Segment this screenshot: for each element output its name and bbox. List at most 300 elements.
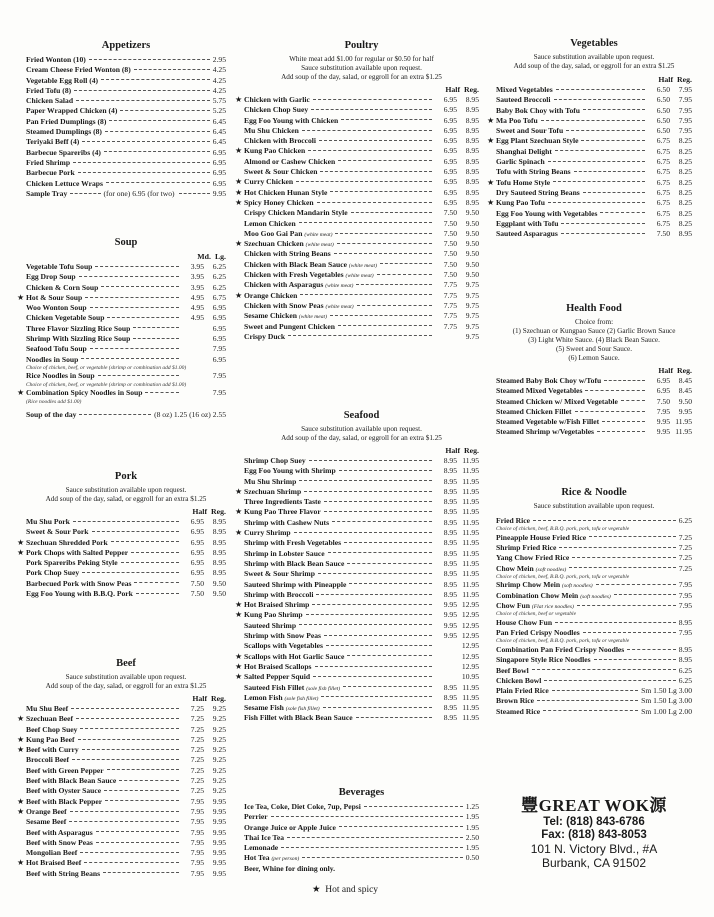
beverages-section xyxy=(244,787,479,874)
menu-item xyxy=(26,817,226,827)
item-description: Choice of chicken, beef, B.B.Q. pork, pork, tofu or vegetable xyxy=(496,526,630,533)
price: 6.45 xyxy=(212,127,226,137)
restaurant-address-2: Burbank, CA 91502 xyxy=(541,856,647,870)
star-icon: ★ xyxy=(17,714,25,724)
leader-dots xyxy=(341,119,432,120)
item-name-text: Chicken with Black Bean Sauce xyxy=(244,259,347,269)
item-name xyxy=(496,601,574,612)
seafood-list xyxy=(235,456,479,724)
item-name-text: Garlic Spinach xyxy=(496,157,545,167)
leader-dots xyxy=(103,872,179,873)
item-name xyxy=(26,527,89,537)
star-icon: ★ xyxy=(312,885,321,895)
leader-dots xyxy=(105,800,179,801)
rice-noodle-section xyxy=(496,487,692,717)
price-half: 8.95 xyxy=(443,517,457,527)
item-name-text: Combination Spicy Noodles in Soup xyxy=(26,388,143,398)
leader-dots xyxy=(96,842,179,843)
price-reg: 12.95 xyxy=(461,641,479,651)
item-name xyxy=(496,188,580,198)
item-name-text: Sauteed Fish Fillet xyxy=(244,682,305,692)
item-name-text: Paper Wrapped Chicken (4) xyxy=(26,106,118,116)
item-name-text: Orange Chicken xyxy=(244,290,298,300)
menu-item xyxy=(487,177,692,188)
menu-item xyxy=(496,147,692,157)
item-name xyxy=(244,322,335,332)
item-name-text: Rice Noodles in Soup xyxy=(26,371,95,381)
item-name-text: Sesame Beef xyxy=(26,817,67,827)
item-name xyxy=(26,189,67,199)
item-name xyxy=(26,755,69,765)
item-name-text: Lemonade xyxy=(244,843,279,853)
poultry-title: Poultry xyxy=(344,40,379,51)
item-name-text: Beef Chop Suey xyxy=(26,724,78,734)
price-half: 9.95 xyxy=(656,417,670,427)
item-name xyxy=(496,707,540,717)
price-reg: 8.25 xyxy=(678,157,692,167)
item-name xyxy=(244,219,296,229)
menu-item xyxy=(235,507,479,517)
leader-dots xyxy=(364,806,463,807)
menu-item xyxy=(26,848,226,858)
leader-dots xyxy=(583,109,645,110)
leader-dots xyxy=(627,649,675,650)
leader-dots xyxy=(338,160,432,161)
menu-item xyxy=(26,168,226,178)
menu-item xyxy=(244,260,479,270)
price-half: 6.95 xyxy=(443,115,457,125)
item-name-text: Three Flavor Sizzling Rice Soup xyxy=(26,323,131,333)
leader-dots xyxy=(80,728,179,729)
rice-list xyxy=(496,516,692,717)
beverages-title: Beverages xyxy=(338,787,385,798)
item-name xyxy=(244,105,308,115)
item-name xyxy=(244,600,309,610)
leader-dots xyxy=(337,243,432,244)
price-half: 7.75 xyxy=(443,280,457,290)
item-note: (sole fish fillet) xyxy=(284,695,319,702)
item-name-text: Perrier xyxy=(244,812,268,822)
price-reg: 9.25 xyxy=(212,714,226,724)
star-icon: ★ xyxy=(17,806,25,816)
menu-item xyxy=(496,126,692,136)
vegetables-note-2: Add soup of the day, salad, or eggroll for an extra $1.25 xyxy=(513,62,675,70)
menu-item xyxy=(496,553,692,563)
menu-item xyxy=(496,591,692,601)
menu-item xyxy=(496,516,692,526)
price-half: 6.75 xyxy=(656,187,670,197)
price-reg: 8.95 xyxy=(465,115,479,125)
menu-item xyxy=(244,157,479,167)
menu-item xyxy=(26,355,226,365)
price-reg: 12.95 xyxy=(461,620,479,630)
price-half: 6.95 xyxy=(443,136,457,146)
item-name-text: Plain Fried Rice xyxy=(496,686,549,696)
beef-column-headers xyxy=(26,694,226,704)
price-reg: 12.95 xyxy=(461,600,479,610)
item-name xyxy=(26,313,104,323)
leader-dots xyxy=(585,390,645,391)
item-name-text: Lemon Fish xyxy=(244,692,283,702)
menu-item xyxy=(496,376,692,386)
item-name-text: Egg Foo Young with Vegetables xyxy=(496,208,598,218)
item-name xyxy=(496,553,569,563)
price: 9.95 xyxy=(212,188,227,198)
menu-item xyxy=(26,189,226,199)
item-name-text: Steamed Vegetable w/Fish Fillet xyxy=(496,417,600,427)
price: Sm 1.00 Lg 2.00 xyxy=(641,706,692,716)
item-name-text: Pork Spareribs Peking Style xyxy=(26,558,118,568)
price-reg: 9.25 xyxy=(212,776,226,786)
leader-dots xyxy=(594,659,676,660)
pork-section xyxy=(17,471,226,599)
item-name-text: Sesame Fish xyxy=(244,703,284,713)
leader-dots xyxy=(561,233,645,234)
price-half: 8.95 xyxy=(443,589,457,599)
price-half: 7.95 xyxy=(190,848,204,858)
leader-dots xyxy=(84,862,179,863)
star-icon: ★ xyxy=(17,547,25,557)
leader-dots xyxy=(339,826,463,827)
leader-dots xyxy=(317,202,432,203)
menu-item xyxy=(244,270,479,280)
leader-dots xyxy=(70,811,179,812)
item-name xyxy=(244,157,335,167)
item-name-text: Salted Pepper Squid xyxy=(244,672,311,682)
leader-dots xyxy=(572,557,676,558)
leader-dots xyxy=(347,563,432,564)
item-name-text: Shrimp with Fresh Vegetables xyxy=(244,538,342,548)
beverages-list xyxy=(244,802,479,864)
seafood-column-headers xyxy=(244,446,479,456)
item-name xyxy=(26,344,87,354)
leader-dots xyxy=(544,680,675,681)
price-reg: 11.95 xyxy=(462,476,479,486)
item-note: (white meat) xyxy=(325,283,354,290)
leader-dots xyxy=(555,150,645,151)
item-name-text: Chicken Lettuce Wraps xyxy=(26,178,103,188)
item-name-text: Chicken Salad xyxy=(26,96,74,106)
price-reg: 10.95 xyxy=(461,672,479,682)
item-name-text: Brown Rice xyxy=(496,696,535,706)
menu-item xyxy=(244,853,479,863)
item-note: (soft noodles) xyxy=(535,566,567,573)
price-reg: 6.95 xyxy=(212,354,226,364)
item-name xyxy=(26,179,103,189)
leader-dots xyxy=(541,120,645,121)
menu-item xyxy=(496,580,692,590)
price-reg: 9.75 xyxy=(465,311,479,321)
item-name xyxy=(26,371,95,381)
restaurant-logo: 豐GREAT WOK源 xyxy=(521,796,667,815)
item-name xyxy=(244,487,301,497)
price-half: 6.95 xyxy=(190,547,204,557)
item-name-text: Pan Fried Crispy Noodles xyxy=(496,628,580,638)
leader-dots xyxy=(133,327,179,328)
menu-item xyxy=(26,334,226,344)
price-reg: 8.95 xyxy=(212,568,226,578)
item-name xyxy=(26,324,130,334)
price-reg: 8.25 xyxy=(678,177,692,187)
price-reg: 9.95 xyxy=(212,858,226,868)
menu-item xyxy=(496,628,692,638)
soup-section xyxy=(17,237,226,420)
item-name xyxy=(26,797,102,807)
menu-item xyxy=(26,106,226,116)
poultry-note-3: Add soup of the day, salad, or eggroll for an extra $1.25 xyxy=(281,73,442,81)
leader-dots xyxy=(604,380,645,381)
item-name xyxy=(244,549,325,559)
item-name-text: Szechuan Shrimp xyxy=(244,486,302,496)
item-name-text: Orange Beef xyxy=(26,806,67,816)
item-note: (soft noodles) xyxy=(562,583,593,590)
item-name-text: Kung Pao Beef xyxy=(26,734,75,744)
leader-dots xyxy=(602,421,645,422)
menu-item xyxy=(17,292,226,303)
item-name-text: Mu Shu Beef xyxy=(26,704,69,713)
item-name xyxy=(244,843,278,853)
price-half: 8.95 xyxy=(443,486,457,496)
leader-dots xyxy=(332,521,432,522)
menu-item xyxy=(235,239,479,249)
item-note: (soft noodles) xyxy=(580,593,611,600)
price-half: 7.25 xyxy=(190,724,204,734)
beef-section xyxy=(17,658,226,879)
price-half: 9.95 xyxy=(443,631,457,641)
price-reg: 9.50 xyxy=(212,578,226,588)
item-name-text: Pork Chops with Salted Pepper xyxy=(26,547,129,557)
price-half: 6.95 xyxy=(443,146,457,156)
item-name xyxy=(496,676,541,686)
leader-dots xyxy=(96,831,179,832)
item-name-text: Sweet and Pungent Chicken xyxy=(244,321,335,331)
item-name xyxy=(26,303,87,313)
poultry-col-half: Half xyxy=(445,85,461,94)
item-name-text: Fried Rice xyxy=(496,516,530,525)
item-name xyxy=(496,533,586,543)
price-half: 8.95 xyxy=(443,538,457,548)
item-name-text: Woo Wonton Soup xyxy=(26,303,87,313)
price-half: 6.50 xyxy=(656,126,670,136)
item-name xyxy=(26,283,98,293)
item-name xyxy=(26,869,100,879)
price: 5.25 xyxy=(212,106,226,116)
item-name xyxy=(26,828,93,838)
leader-dots xyxy=(136,593,179,594)
item-name xyxy=(26,262,92,272)
seafood-title: Seafood xyxy=(343,410,380,421)
item-description: (Rice noodles add $1.00) xyxy=(26,398,82,405)
price: 1.95 xyxy=(465,822,479,832)
price-reg: 9.95 xyxy=(212,827,226,837)
item-name xyxy=(26,745,79,755)
leader-dots xyxy=(356,284,432,285)
item-name xyxy=(26,579,131,589)
price-reg: 8.95 xyxy=(465,197,479,207)
menu-item xyxy=(26,786,226,796)
menu-item xyxy=(244,683,479,693)
leader-dots xyxy=(300,294,432,295)
item-name xyxy=(496,696,534,706)
menu-item xyxy=(496,533,692,543)
menu-item xyxy=(496,696,692,706)
menu-item xyxy=(17,858,226,868)
price-half: 6.50 xyxy=(656,115,670,125)
price-reg: 9.75 xyxy=(465,290,479,300)
price: 4.25 xyxy=(212,85,226,95)
price-half: 8.95 xyxy=(443,713,457,723)
item-name xyxy=(26,589,133,599)
seafood-note-1: Sauce substitution available upon request. xyxy=(301,425,422,433)
menu-item xyxy=(26,828,226,838)
item-name-text: Beef with Black Pepper xyxy=(26,796,103,806)
price-half: 6.95 xyxy=(443,105,457,115)
item-name xyxy=(244,167,317,177)
item-name-text: Kung Pao Shrimp xyxy=(244,610,303,620)
price-reg: 8.95 xyxy=(465,177,479,187)
menu-item xyxy=(26,158,226,168)
price-half: 6.75 xyxy=(656,167,670,177)
menu-item xyxy=(487,136,692,146)
item-name xyxy=(244,569,315,579)
price-half: 7.25 xyxy=(190,734,204,744)
item-name-text: Egg Foo Young with B.B.Q. Pork xyxy=(26,589,133,599)
leader-dots xyxy=(380,263,432,264)
price: 7.95 xyxy=(678,628,692,638)
menu-item xyxy=(487,198,692,208)
restaurant-address-1: 101 N. Victory Blvd., #A xyxy=(530,842,658,856)
menu-item xyxy=(26,55,226,65)
price: 7.95 xyxy=(678,590,692,600)
star-icon: ★ xyxy=(17,796,25,806)
price-half: 6.95 xyxy=(190,558,204,568)
item-name-text: Egg Drop Soup xyxy=(26,272,76,282)
price: 7.25 xyxy=(678,563,692,573)
leader-dots xyxy=(554,99,646,100)
item-name-text: Sweet & Sour Chicken xyxy=(244,167,318,177)
beef-col-half: Half xyxy=(192,694,208,703)
price-half: 9.95 xyxy=(443,620,457,630)
item-note: (white meat) xyxy=(304,231,333,238)
menu-item xyxy=(17,714,226,724)
star-icon: ★ xyxy=(235,507,243,517)
leader-dots xyxy=(561,223,645,224)
price-half: 6.95 xyxy=(443,177,457,187)
menu-item xyxy=(26,766,226,776)
leader-dots xyxy=(101,79,210,80)
price-half: 9.95 xyxy=(656,427,670,437)
seafood-col-reg: Reg. xyxy=(464,446,479,455)
price-half: 4.95 xyxy=(190,303,204,313)
menu-item xyxy=(26,117,226,127)
leader-dots xyxy=(121,562,179,563)
beef-list xyxy=(17,704,226,879)
price-reg: 8.25 xyxy=(678,167,692,177)
item-name xyxy=(496,219,558,229)
item-extra: (for one) 6.95 (for two) xyxy=(103,188,175,198)
item-name-text: Egg Foo Young with Shrimp xyxy=(244,466,336,476)
item-name-text: Chicken Bowl xyxy=(496,675,542,685)
price-half: 8.95 xyxy=(443,692,457,702)
item-name-text: Seafood Tofu Soup xyxy=(26,344,87,354)
price-reg: 6.25 xyxy=(212,282,226,292)
price-half: 7.95 xyxy=(190,806,204,816)
menu-item xyxy=(496,686,692,696)
leader-dots xyxy=(343,686,432,687)
item-name-text: Teriyaki Beff (4) xyxy=(26,137,80,147)
item-name xyxy=(244,456,306,466)
poultry-section xyxy=(235,40,479,342)
vegetables-list xyxy=(487,85,692,239)
price-reg: 11.95 xyxy=(462,466,479,476)
item-name-text: Yang Chow Fried Rice xyxy=(496,553,570,563)
price: 7.95 xyxy=(678,601,692,611)
leader-dots xyxy=(324,501,432,502)
spicy-legend xyxy=(312,884,378,895)
price-half: 6.75 xyxy=(656,208,670,218)
price-half: 6.75 xyxy=(656,136,670,146)
leader-dots xyxy=(555,622,676,623)
price-half: 7.50 xyxy=(443,270,457,280)
price-half: 6.50 xyxy=(656,105,670,115)
menu-item xyxy=(244,301,479,311)
leader-dots xyxy=(312,604,432,605)
item-name-text: Combination Chow Mein xyxy=(496,590,579,600)
leader-dots xyxy=(577,605,676,606)
item-name-text: Lemon Chicken xyxy=(244,218,296,228)
price-half: 7.95 xyxy=(190,796,204,806)
leader-dots xyxy=(287,837,463,838)
item-name-text: Fish Fillet with Black Bean Sauce xyxy=(244,713,353,723)
menu-item xyxy=(244,641,479,651)
item-name-text: Kung Pao Three Flavor xyxy=(244,507,321,517)
menu-item xyxy=(17,796,226,807)
menu-item xyxy=(26,148,226,158)
appetizers-section xyxy=(26,40,226,199)
leader-dots xyxy=(574,171,645,172)
price-half: 6.50 xyxy=(656,85,670,94)
leader-dots xyxy=(614,594,676,595)
item-name-text: Scallops with Vegetables xyxy=(244,641,323,651)
price-half: 7.50 xyxy=(656,229,670,239)
item-name xyxy=(496,209,597,219)
price-reg: 6.95 xyxy=(212,303,226,313)
price-reg: 6.75 xyxy=(212,292,226,302)
leader-dots xyxy=(107,317,179,318)
price-half: 8.95 xyxy=(443,456,457,465)
item-note: (sole fish fillet) xyxy=(306,685,341,692)
item-name-text: Chicken with String Beans xyxy=(244,249,331,259)
leader-dots xyxy=(318,573,432,574)
item-name-text: Scallops with Hot Garlic Sauce xyxy=(244,651,345,661)
item-name-text: Steamed Chicken Fillet xyxy=(496,406,572,416)
item-name xyxy=(496,198,545,208)
leader-dots xyxy=(556,89,645,90)
price: 8.95 xyxy=(678,644,692,654)
item-name xyxy=(244,621,296,631)
price-half: 7.50 xyxy=(656,396,670,406)
item-name-text: Kung Pao Tofu xyxy=(496,198,545,208)
price-reg: 11.95 xyxy=(462,713,479,723)
price: 6.95 xyxy=(212,178,226,188)
menu-item xyxy=(26,579,226,589)
leader-dots xyxy=(583,192,645,193)
star-icon: ★ xyxy=(17,292,25,302)
price-reg: 11.95 xyxy=(675,417,692,427)
menu-item xyxy=(496,407,692,417)
price-reg: 8.25 xyxy=(678,187,692,197)
price: 6.25 xyxy=(678,516,692,525)
